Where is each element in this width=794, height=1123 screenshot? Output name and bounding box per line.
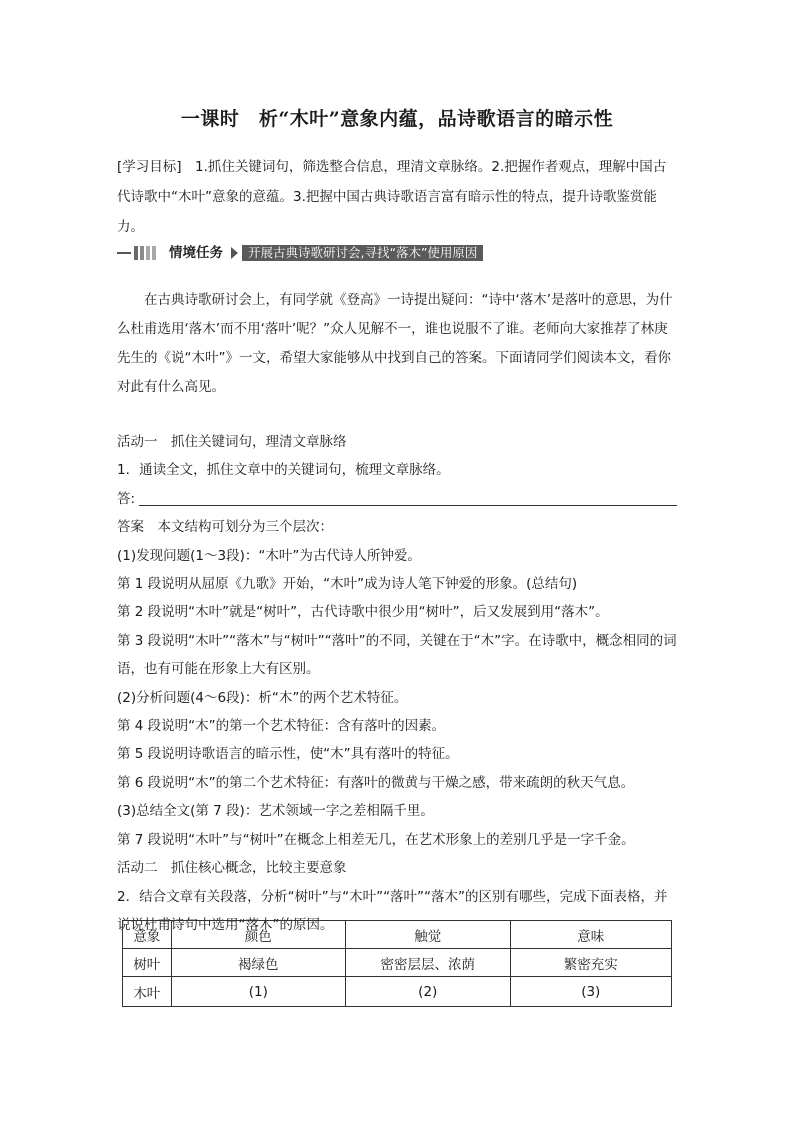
table-cell-blank-2[interactable]: (2): [345, 977, 510, 1007]
answer-line-1: (1)发现问题(1～3段)：“木叶”为古代诗人所钟爱。: [117, 547, 421, 564]
answer-line-7: 第 5 段说明诗歌语言的暗示性，使“木”具有落叶的特征。: [117, 746, 459, 763]
activity1-heading: 活动一 抓住关键词句，理清文章脉络: [117, 434, 347, 450]
table-row: [123, 977, 672, 1007]
table-header-row: [123, 921, 672, 949]
answer-line-8: 第 6 段说明“木”的第二个艺术特征：有落叶的微黄与干燥之感，带来疏朗的秋天气息。: [117, 774, 635, 791]
answer-line-2: 第 1 段说明从屈原《九歌》开始，“木叶”成为诗人笔下钟爱的形象。(总结句): [117, 576, 578, 593]
answer-prompt: 答:: [117, 490, 136, 507]
answer-line-4: 第 3 段说明“木叶”“落木”与“树叶”“落叶”的不同，关键在于“木”字。在诗歌中，概念相同的词语，也有可能在形象上大有区别。: [117, 632, 677, 678]
table-cell: 褐绿色: [171, 949, 345, 977]
answer-line-3: 第 2 段说明“木叶”就是“树叶”，古代诗歌中很少用“树叶”，后又发展到用“落木”。: [117, 604, 609, 621]
page-title: 一课时 析“木叶”意象内蕴，品诗歌语言的暗示性: [180, 108, 614, 130]
table-cell: 繁密充实: [510, 949, 672, 977]
activity2-question: 2．结合文章有关段落，分析“树叶”与“木叶”“落叶”“落木”的区别有哪些，完成下面表格，并说说杜甫诗句中选用“落木”的原因。: [117, 888, 668, 933]
table-row: [123, 949, 672, 977]
banner-bars-icon: [134, 246, 156, 260]
answer-line-5: (2)分析问题(4～6段)：析“木”的两个艺术特征。: [117, 689, 408, 706]
table-cell-blank-1[interactable]: (1): [171, 977, 345, 1007]
table-header-cell: 意味: [510, 921, 672, 949]
answer-line-10: 第 7 段说明“木叶”与“树叶”在概念上相差无几，在艺术形象上的差别几乎是一字千金。: [117, 831, 635, 848]
table-header-cell: 意象: [123, 921, 172, 949]
banner-dash: [117, 252, 131, 254]
answer-blank[interactable]: [139, 489, 677, 506]
table-header-cell: 颜色: [171, 921, 345, 949]
table-cell: 密密层层、浓荫: [345, 949, 510, 977]
banner-task: 开展古典诗歌研讨会,寻找“落木”使用原因: [242, 245, 483, 261]
table-header-cell: 触觉: [345, 921, 510, 949]
scenario-paragraph: 在古典诗歌研讨会上，有同学就《登高》一诗提出疑问：“诗中‘落木’是落叶的意思，为什么杜甫选用‘落木’而不用‘落叶’呢？”众人见解不一，谁也说服不了谁。老师向大家推荐了林庚先生的《说“木叶”》一文，希望大家能够从中找到自己的答案。下面请同学们阅读本文，看你对此有什么高见。: [117, 292, 673, 395]
table-cell-blank-3[interactable]: (3): [510, 977, 672, 1007]
answer-line: [117, 485, 677, 513]
activity2-heading: 活动二 抓住核心概念，比较主要意象: [117, 860, 347, 877]
answer-label: 答案 本文结构可划分为三个层次：: [117, 519, 333, 536]
main-content: [117, 428, 677, 939]
table-cell: 树叶: [123, 949, 172, 977]
activity1-question: 1．通读全文，抓住文章中的关键词句，梳理文章脉络。: [117, 462, 450, 479]
learning-goals: [117, 152, 677, 242]
scenario-task-banner: [117, 243, 527, 263]
learning-goals-text: 1.抓住关键词句，筛选整合信息，理清文章脉络。2.把握作者观点，理解中国古代诗歌中“木叶”意象的意蕴。3.把握中国古典诗歌语言富有暗示性的特点，提升诗歌鉴赏能力。: [117, 159, 667, 235]
answer-line-6: 第 4 段说明“木”的第一个艺术特征：含有落叶的因素。: [117, 718, 446, 735]
table-cell: 木叶: [123, 977, 172, 1007]
imagery-table: [122, 920, 672, 1007]
answer-line-9: (3)总结全文(第 7 段)：艺术领域一字之差相隔千里。: [117, 803, 434, 820]
learning-goals-label: [学习目标]: [117, 159, 182, 175]
banner-arrow-icon: [231, 247, 238, 259]
banner-label: 情境任务: [169, 245, 223, 261]
